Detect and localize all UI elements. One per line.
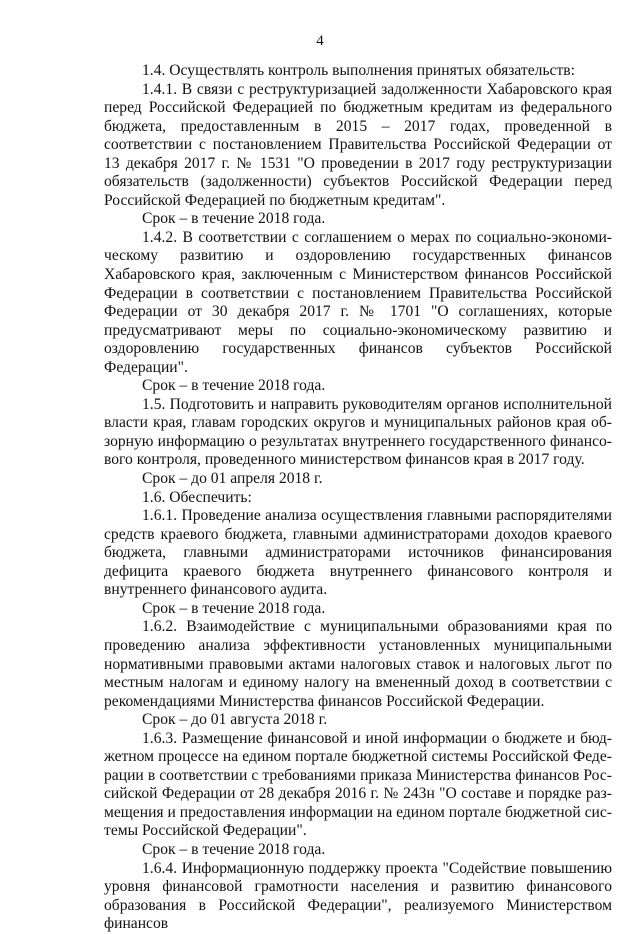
- document-body: [104, 62, 612, 934]
- paragraph-1-6-4: 1.6.4. Информационную поддержку проекта "Содействие повышению уровня финансовой грамотности населения и развитию финансового образования в Российской Федерации", реализуемого Министерством финансов: [104, 859, 612, 933]
- paragraph-1-6-2: 1.6.2. Взаимодействие с муниципальными образованиями края по проведению анализа эффективности установленных муниципальными нормативными правовыми актами налоговых ставок и налоговых льгот по местным налогам и единому налогу на вмененный доход в соответствии с рекомендациями Министерства финансов Российской Федерации.: [104, 618, 612, 710]
- paragraph-1-4: 1.4. Осуществлять контроль выполнения принятых обязательств:: [142, 62, 575, 79]
- paragraph-1-4-1: 1.4.1. В связи с реструктуризацией задолженности Хабаровского края перед Российской Федерацией по бюджетным кредитам из федерального бюджета, предоставленным в 2015 – 2017 годах, проведенной в соответствии с постановлением Правительства Российской Федерации от 13 декабря 2017 г. № 1531 "О проведении в 2017 году реструктуризации обязательств (задолженности) субъектов Российской Федерации перед Российской Федерацией по бюджетным кредитам".: [104, 80, 612, 209]
- paragraph-1-4-2: 1.4.2. В соответствии с соглашением о мерах по социально-экономическому развитию и оздоровлению государственных финансов Хабаровского края, заключенным с Министерством финансов Российской Федерации в соответствии с постановлением Правительства Российской Федерации от 30 декабря 2017 г. № 1701 "О соглашениях, которые предусматривают меры по социально-экономическому развитию и оздоровлению государственных финансов субъектов Российской Федерации".: [104, 228, 612, 376]
- deadline-1-6-1: Срок – в течение 2018 года.: [142, 599, 326, 617]
- paragraph-1-6: 1.6. Обеспечить:: [142, 488, 252, 506]
- paragraph-1-5: 1.5. Подготовить и направить руководителям органов исполнительной власти края, главам городских округов и муниципальных районов края обзорную информацию о результатах внутреннего государственного финансового контроля, проведенного министерством финансов края в 2017 году.: [104, 395, 612, 469]
- deadline-1-4-1: Срок – в течение 2018 года.: [142, 210, 326, 228]
- deadline-1-6-2: Срок – до 01 августа 2018 г.: [142, 711, 328, 729]
- deadline-1-5: Срок – до 01 апреля 2018 г.: [142, 470, 323, 488]
- deadline-1-4-2: Срок – в течение 2018 года.: [142, 377, 326, 395]
- page-number: 4: [316, 33, 324, 49]
- deadline-1-6-3: Срок – в течение 2018 года.: [142, 840, 326, 858]
- paragraph-1-6-1: 1.6.1. Проведение анализа осуществления главными распорядителями средств краевого бюджета, главными администраторами доходов краевого бюджета, главными администраторами источников финансирования дефицита краевого бюджета внутреннего финансового контроля и внутреннего финансового аудита.: [104, 507, 612, 599]
- paragraph-1-6-3: 1.6.3. Размещение финансовой и иной информации о бюджете и бюджетном процессе на едином портале бюджетной системы Российской Федерации в соответствии с требованиями приказа Министерства финансов Российской Федерации от 28 декабря 2016 г. № 243н "О составе и порядке размещения и предоставления информации на едином портале бюджетной системы Российской Федерации".: [104, 729, 612, 840]
